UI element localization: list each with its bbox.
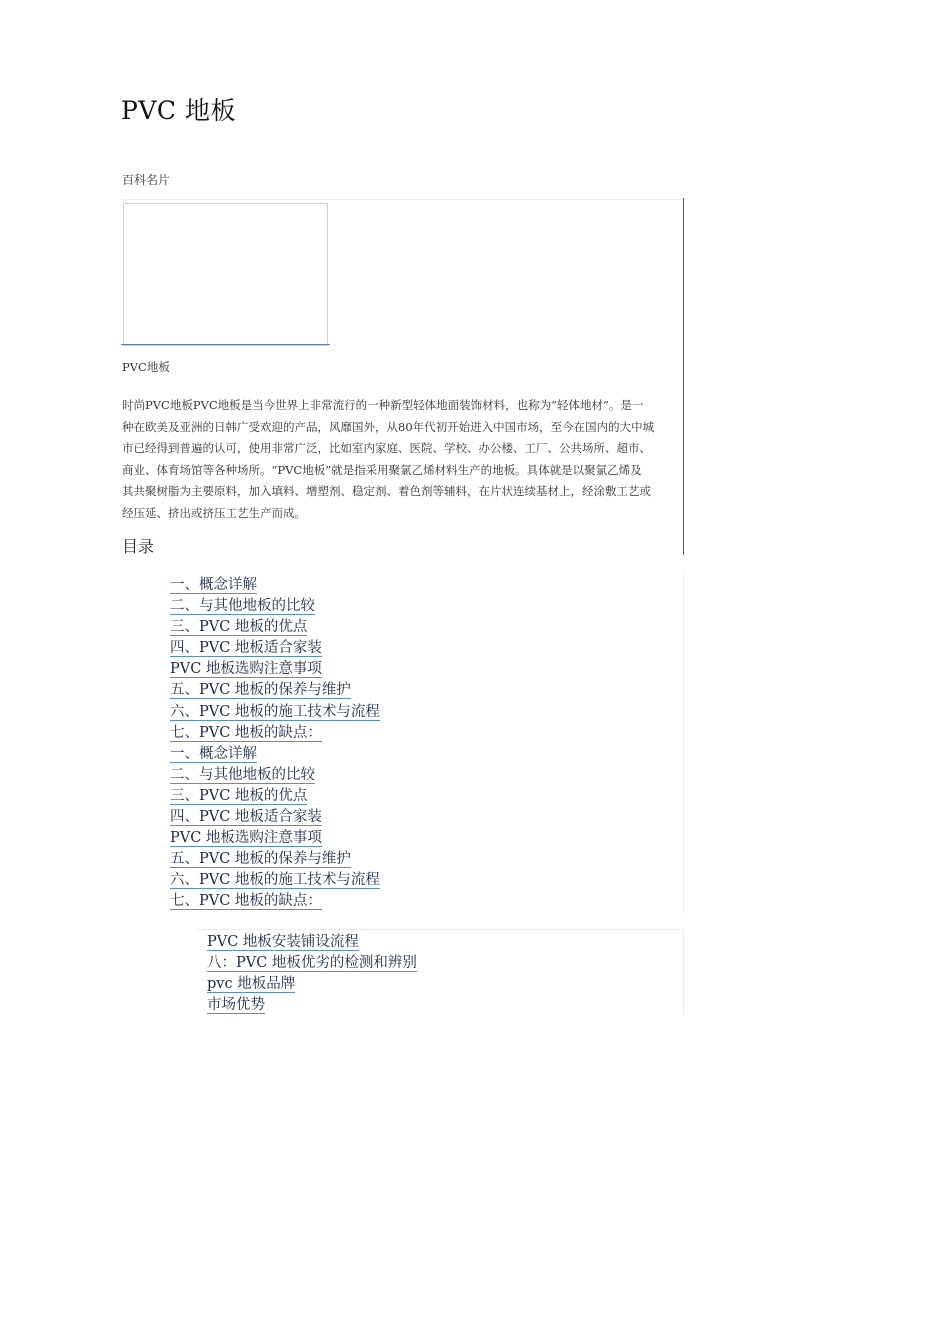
toc-item (170, 744, 380, 765)
card-image-placeholder[interactable] (123, 203, 328, 346)
toc-item (170, 575, 380, 596)
toc-link[interactable]: 三、PVC 地板的优点 (170, 619, 308, 636)
toc-heading: 目录 (122, 537, 155, 556)
intro-line: 市已经得到普遍的认可，使用非常广泛，比如室内家庭、医院、学校、办公楼、工厂、公共场所、超市、 (122, 441, 651, 455)
toc-item (170, 617, 380, 638)
toc-item (170, 807, 380, 828)
toc-link[interactable]: PVC 地板选购注意事项 (170, 830, 322, 847)
toc-link[interactable]: PVC 地板选购注意事项 (170, 661, 322, 678)
toc-link[interactable]: 三、PVC 地板的优点 (170, 787, 308, 804)
toc-item (207, 953, 417, 974)
toc-item (170, 870, 380, 891)
toc-item (170, 702, 380, 723)
intro-line: 时尚PVC地板PVC地板是当今世界上非常流行的一种新型轻体地面装饰材料，也称为“轻体地材”。是一 (122, 398, 644, 412)
toc-item (207, 932, 417, 953)
toc-list (170, 575, 380, 913)
toc-item (170, 849, 380, 870)
intro-line: 其共聚树脂为主要原料，加入填料、增塑剂、稳定剂、着色剂等辅料，在片状连续基材上，经涂敷工艺或 (122, 484, 651, 498)
toc-link[interactable]: 八：PVC 地板优劣的检测和辨别 (207, 955, 417, 971)
card-top-rule (122, 199, 684, 200)
card-image-caption: PVC地板 (122, 360, 170, 374)
toc-link[interactable]: 一、概念详解 (170, 745, 257, 762)
toc-link[interactable]: 四、PVC 地板适合家装 (170, 640, 322, 657)
toc-link[interactable]: 六、PVC 地板的施工技术与流程 (170, 703, 380, 720)
toc-item (207, 995, 417, 1016)
toc-item (170, 891, 380, 912)
toc-item (170, 680, 380, 701)
page-title: PVC 地板 (121, 96, 236, 125)
toc-link[interactable]: 一、概念详解 (170, 577, 257, 593)
toc-item (170, 659, 380, 680)
toc-link[interactable]: 七、PVC 地板的缺点： (170, 724, 322, 741)
toc-item (170, 596, 380, 617)
toc-link[interactable]: 四、PVC 地板适合家装 (170, 809, 322, 826)
toc-item (170, 786, 380, 807)
toc-link[interactable]: 二、与其他地板的比较 (170, 766, 315, 783)
intro-line: 经压延、挤出或挤压工艺生产而成。 (122, 505, 306, 520)
toc-link[interactable]: 五、PVC 地板的保养与维护 (170, 682, 351, 699)
toc-link[interactable]: 二、与其他地板的比较 (170, 598, 315, 615)
toc-item (207, 974, 417, 995)
toc-item (170, 638, 380, 659)
toc-link[interactable]: PVC 地板安装铺设流程 (207, 934, 359, 950)
toc-link[interactable]: 五、PVC 地板的保养与维护 (170, 851, 351, 868)
toc-item (170, 828, 380, 849)
toc-extra-list (207, 932, 417, 1016)
toc-link[interactable]: 六、PVC 地板的施工技术与流程 (170, 872, 380, 889)
intro-paragraph (122, 395, 684, 524)
toc-item (170, 765, 380, 786)
toc-link[interactable]: 市场优势 (207, 997, 265, 1013)
intro-line: 商业、体育场馆等各种场所。“PVC地板”就是指采用聚氯乙烯材料生产的地板。具体就是以聚氯乙烯及 (122, 462, 642, 477)
card-image-underline (121, 344, 330, 345)
card-label: 百科名片 (122, 173, 171, 187)
toc-link[interactable]: 七、PVC 地板的缺点： (170, 893, 322, 910)
toc-right-rule (683, 573, 684, 913)
intro-line: 种在欧美及亚洲的日韩广受欢迎的产品，风靡国外，从80年代初开始进入中国市场，至今在国内的大中城 (122, 419, 655, 434)
toc-link[interactable]: pvc 地板品牌 (207, 976, 296, 992)
toc-item (170, 723, 380, 744)
